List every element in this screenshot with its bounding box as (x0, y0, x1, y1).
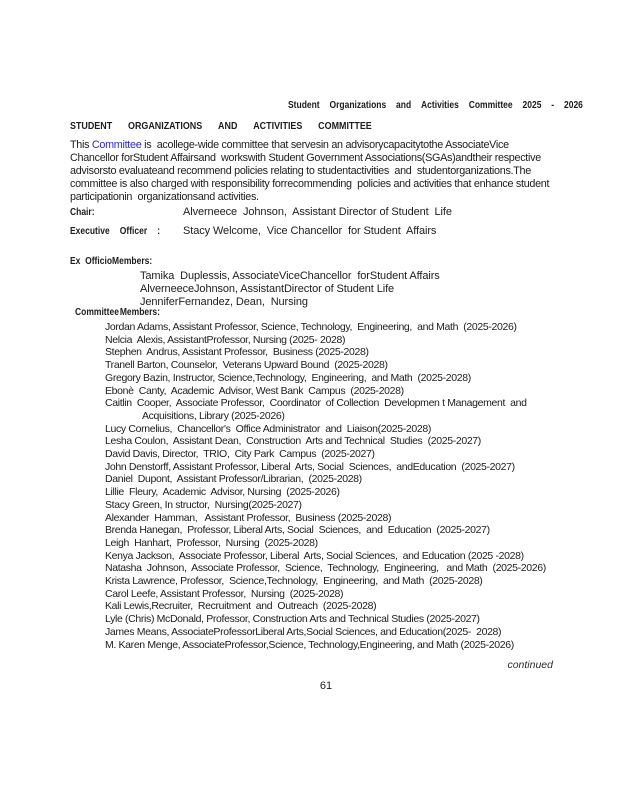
member-line-continuation: Acquisitions, Library (2025-2026) (142, 409, 285, 422)
intro-line: committee is also charged with responsibility forrecommending policies and activities that enhance student (70, 178, 550, 191)
member-line: Lucy Cornelius, Chancellor's Office Administrator and Liaison(2025-2028) (105, 422, 431, 435)
member-line: John Denstorff, Assistant Professor, Liberal Arts, Social Sciences, andEducation (2025-2027) (105, 460, 515, 473)
member-line: Stephen Andrus, Assistant Professor, Business (2025-2028) (105, 346, 369, 359)
chair-row (70, 206, 452, 218)
member-line: Jordan Adams, Assistant Professor, Science, Technology, Engineering, and Math (2025-2026) (105, 321, 517, 333)
ex-officio-label (70, 256, 167, 267)
member-line: Kenya Jackson, Associate Professor, Liberal Arts, Social Sciences, and Education (2025 -2028) (105, 549, 524, 562)
page-title-word: ORGANIZATIONS (127, 120, 203, 132)
committee-link[interactable]: Committee (91, 139, 142, 151)
member-line: Brenda Hanegan, Professor, Liberal Arts, Social Sciences, and Education (2025-2027) (105, 524, 490, 537)
running-header-word: - (551, 100, 555, 111)
committee-members-label-word: Committee (75, 307, 119, 318)
running-header-word: 2026 (563, 100, 583, 111)
member-line: Nelcia Alexis, AssistantProfessor, Nursing (2025- 2028) (105, 333, 346, 346)
running-header-word: Student (288, 100, 320, 111)
intro-paragraph (70, 139, 549, 204)
intro-line: advisorsto evaluateand recommend policies relating to studentactivities and studentorganizations.The (70, 165, 531, 178)
member-line: Lesha Coulon, Assistant Dean, Construction Arts and Technical Studies (2025-2027) (105, 435, 481, 448)
running-header-word: Committee (468, 100, 513, 111)
running-header-word: Activities (421, 100, 459, 111)
chair-label-box (70, 207, 183, 218)
executive-officer-label-word: Executive (70, 226, 110, 237)
member-line: Alexander Hamman, Assistant Professor, Business (2025-2028) (105, 511, 392, 524)
committee-members-list (105, 321, 546, 651)
member-line: Krista Lawrence, Professor, Science,Technology, Engineering, and Math (2025-2028) (105, 575, 483, 588)
executive-officer-label (70, 226, 160, 237)
executive-officer-label-word: : (157, 226, 161, 237)
member-line: Kali Lewis,Recruiter, Recruitment and Outreach (2025-2028) (105, 600, 377, 613)
page-title-word: STUDENT (70, 120, 113, 132)
member-line: Lyle (Chris) McDonald, Professor, Construction Arts and Technical Studies (2025-2027) (105, 613, 480, 626)
continued-note: continued (507, 659, 553, 671)
page-number: 61 (319, 680, 333, 692)
executive-officer-label-box (70, 226, 183, 237)
member-line: Daniel Dupont, Assistant Professor/Librarian, (2025-2028) (105, 473, 362, 486)
member-line: Natasha Johnson, Associate Professor, Science, Technology, Engineering, and Math (2025-2026) (105, 562, 546, 575)
member-line: M. Karen Menge, AssociateProfessor,Science, Technology,Engineering, and Math (2025-2026) (105, 638, 514, 651)
member-line: Carol Leefe, Assistant Professor, Nursing (2025-2028) (105, 587, 344, 600)
member-line: Caitlin Cooper, Associate Professor, Coordinator of Collection Developmen t Management and (105, 397, 527, 410)
chair-value: Alverneece Johnson, Assistant Director of Student Life (183, 206, 452, 218)
member-line: Stacy Green, In structor, Nursing(2025-2027) (105, 498, 302, 511)
running-header-word: 2025 (522, 100, 542, 111)
ex-officio-member: JenniferFernandez, Dean, Nursing (140, 296, 308, 308)
member-line: David Davis, Director, TRIO, City Park Campus (2025-2027) (105, 448, 375, 461)
member-line: Ebonè Canty, Academic Advisor, West Bank Campus (2025-2028) (105, 384, 404, 397)
chair-label: Chair: (70, 207, 95, 218)
intro-text: is acollege-wide committee that servesin an advisorycapacitytothe AssociateVice (141, 139, 509, 151)
member-line: Gregory Bazin, Instructor, Science,Technology, Engineering, and Math (2025-2028) (105, 371, 471, 384)
page-title-word: AND (218, 120, 238, 132)
running-header-word: and (396, 100, 412, 111)
member-line: Lillie Fleury, Academic Advisor, Nursing (2025-2026) (105, 486, 340, 499)
member-line: James Means, AssociateProfessorLiberal Arts,Social Sciences, and Education(2025- 2028) (105, 625, 502, 638)
intro-line (70, 139, 549, 152)
ex-officio-member: AlverneeceJohnson, AssistantDirector of Student Life (140, 283, 395, 295)
page-title-word: ACTIVITIES (253, 120, 303, 132)
ex-officio-member: Tamika Duplessis, AssociateViceChancellor forStudent Affairs (140, 270, 440, 282)
page-title (70, 120, 372, 132)
executive-officer-value: Stacy Welcome, Vice Chancellor for Student Affairs (183, 225, 437, 237)
committee-members-label-word: Members: (119, 307, 160, 318)
intro-line: Chancellor forStudent Affairsand workswith Student Government Associations(SGAs)andtheir respective (70, 152, 541, 165)
page-title-word: COMMITTEE (318, 120, 372, 132)
ex-officio-list (140, 270, 440, 309)
member-line: Leigh Hanhart, Professor, Nursing (2025-2028) (105, 536, 318, 549)
committee-members-label (75, 307, 160, 318)
executive-officer-label-word: Officer (119, 226, 148, 237)
member-line: Tranell Barton, Counselor, Veterans Upward Bound (2025-2028) (105, 359, 388, 372)
executive-officer-row (70, 225, 436, 237)
running-header (288, 100, 583, 111)
running-header-word: Organizations (329, 100, 387, 111)
intro-line: participationin organizationsand activities. (70, 191, 259, 204)
intro-text: This (70, 139, 92, 151)
ex-officio-label-text: Ex OfficioMembers: (70, 256, 153, 267)
